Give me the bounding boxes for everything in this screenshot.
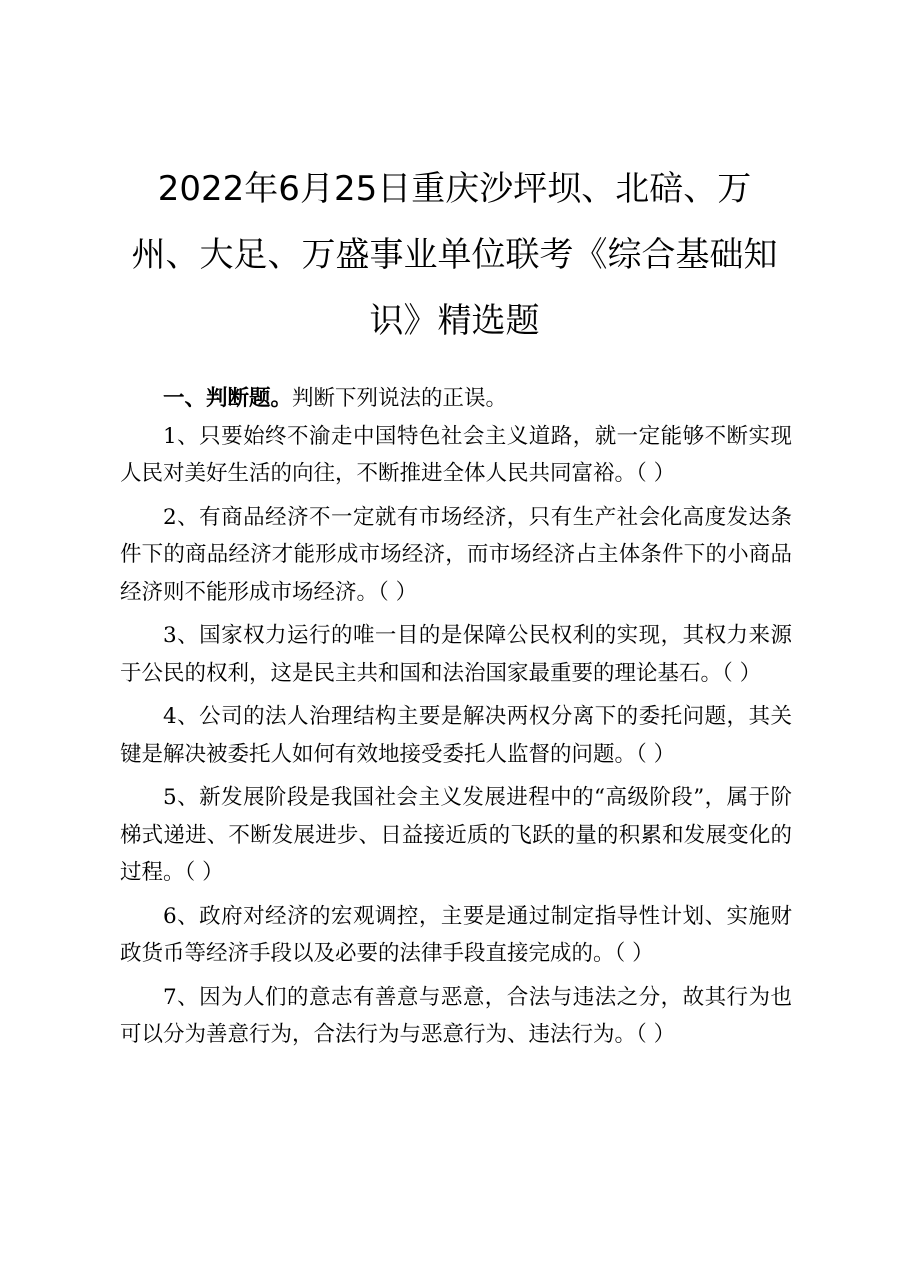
section-instruction: 判断下列说法的正误。 bbox=[292, 386, 508, 411]
question-2: 2、有商品经济不一定就有市场经济，只有生产社会化高度发达条件下的商品经济才能形成市场经济，而市场经济占主体条件下的小商品经济则不能形成市场经济。（ ） bbox=[120, 504, 792, 605]
question-1: 1、只要始终不渝走中国特色社会主义道路，就一定能够不断实现人民对美好生活的向往，不断推进全体人民共同富裕。（ ） bbox=[120, 423, 792, 486]
title-line-3: 识》精选题 bbox=[369, 301, 540, 341]
document-title bbox=[120, 156, 789, 354]
question-4: 4、公司的法人治理结构主要是解决两权分离下的委托问题，其关键是解决被委托人如何有效地接受委托人监督的问题。（ ） bbox=[120, 704, 792, 767]
section-label: 一、判断题。 bbox=[163, 386, 293, 411]
document-body bbox=[120, 380, 792, 1060]
question-7: 7、因为人们的意志有善意与恶意，合法与违法之分，故其行为也可以分为善意行为，合法行为与恶意行为、违法行为。（ ） bbox=[120, 984, 792, 1047]
title-line-2: 州、大足、万盛事业单位联考《综合基础知 bbox=[131, 235, 778, 275]
question-5: 5、新发展阶段是我国社会主义发展进程中的“高级阶段”，属于阶梯式递进、不断发展进步、日益接近质的飞跃的量的积累和发展变化的过程。（ ） bbox=[120, 785, 792, 885]
question-3: 3、国家权力运行的唯一目的是保障公民权利的实现，其权力来源于公民的权利，这是民主共和国和法治国家最重要的理论基石。（ ） bbox=[120, 623, 792, 686]
question-6: 6、政府对经济的宏观调控，主要是通过制定指导性计划、实施财政货币等经济手段以及必要的法律手段直接完成的。（ ） bbox=[120, 903, 792, 966]
title-line-1: 2022年6月25日重庆沙坪坝、北碚、万 bbox=[157, 169, 752, 209]
section-heading bbox=[120, 380, 792, 418]
